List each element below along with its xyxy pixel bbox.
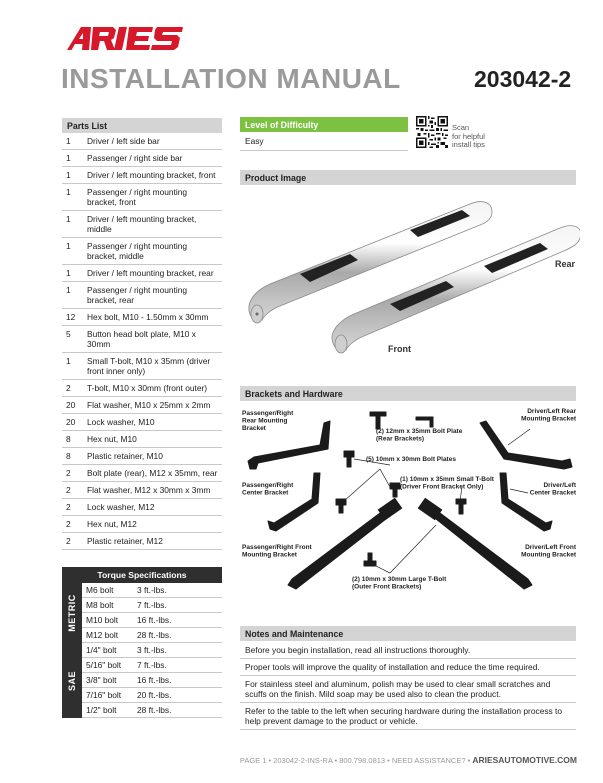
torque-value: 28 ft.-lbs.	[137, 705, 172, 715]
parts-list-row	[62, 482, 222, 499]
bracket-label-bolt-plates-10: (5) 10mm x 30mm Bolt Plates	[366, 456, 456, 463]
torque-group	[62, 583, 222, 643]
torque-bolt: 5/16" bolt	[86, 660, 122, 670]
rear-side-bar	[249, 202, 492, 323]
brackets-diagram	[240, 403, 580, 618]
part-desc: Passenger / right mounting bracket, front	[87, 187, 188, 207]
footer	[150, 755, 577, 765]
notes-heading: Notes and Maintenance	[240, 626, 576, 641]
torque-value: 7 ft.-lbs.	[137, 660, 167, 670]
bracket-label-small-tbolt: (1) 10mm x 35mm Small T-Bolt	[400, 476, 494, 483]
torque-bolt: M8 bolt	[86, 600, 114, 610]
part-desc: Driver / left mounting bracket, front	[87, 170, 216, 180]
part-qty: 1	[66, 187, 71, 197]
bracket-label-bolt-plate: (2) 12mm x 35mm Bolt Plate	[376, 428, 463, 435]
bracket-label-dl-center: Center Bracket	[529, 489, 576, 497]
torque-row	[82, 658, 222, 673]
difficulty-value: Easy	[240, 132, 408, 151]
bracket-label-dl-front: Mounting Bracket	[521, 551, 576, 559]
bracket-label-pr-rear: Rear Mounting	[242, 417, 288, 425]
torque-table	[62, 567, 222, 718]
part-desc: Flat washer, M10 x 25mm x 2mm	[87, 400, 211, 410]
parts-list-row	[62, 353, 222, 380]
bracket-label-pr-rear: Bracket	[242, 425, 266, 432]
torque-value: 3 ft.-lbs.	[137, 645, 167, 655]
parts-list-row	[62, 326, 222, 353]
torque-value: 3 ft.-lbs.	[137, 585, 167, 595]
website-link[interactable]: ARIESAUTOMOTIVE.COM	[472, 755, 577, 765]
parts-list-row	[62, 516, 222, 533]
part-qty: 1	[66, 136, 71, 146]
torque-bolt: M6 bolt	[86, 585, 114, 595]
bracket-label-pr-front: Mounting Bracket	[242, 551, 297, 559]
part-desc: Driver / left mounting bracket, rear	[87, 268, 214, 278]
part-qty: 8	[66, 434, 71, 444]
part-qty: 12	[66, 312, 76, 322]
parts-list-row	[62, 167, 222, 184]
difficulty-box	[240, 117, 408, 151]
torque-bolt: M12 bolt	[86, 630, 119, 640]
parts-list-row	[62, 533, 222, 550]
bracket-label-dl-front: Driver/Left Front	[525, 544, 576, 551]
part-qty: 1	[66, 214, 71, 224]
part-qty: 20	[66, 400, 76, 410]
torque-heading: Torque Specifications	[62, 567, 222, 583]
torque-row	[82, 688, 222, 703]
parts-list-row	[62, 414, 222, 431]
qr-caption	[452, 124, 485, 150]
part-desc: Plastic retainer, M12	[87, 536, 163, 546]
torque-row	[82, 583, 222, 598]
torque-bolt: 1/4" bolt	[86, 645, 117, 655]
torque-row	[82, 613, 222, 628]
part-desc: Lock washer, M12	[87, 502, 155, 512]
part-desc: Driver / left mounting bracket, middle	[87, 214, 197, 234]
torque-bolt: M10 bolt	[86, 615, 119, 625]
torque-row	[82, 598, 222, 613]
qr-caption-line: install tips	[452, 140, 485, 149]
torque-group-label	[62, 583, 82, 643]
part-desc: Plastic retainer, M10	[87, 451, 163, 461]
part-desc: Hex nut, M12	[87, 519, 137, 529]
front-label: Front	[388, 344, 411, 354]
bracket-labels	[242, 408, 577, 591]
part-desc: Passenger / right side bar	[87, 153, 183, 163]
bracket-label-dl-center: Driver/Left	[543, 482, 576, 489]
bracket-label-large-tbolt: (2) 10mm x 30mm Large T-Bolt	[352, 576, 447, 583]
part-qty: 2	[66, 502, 71, 512]
part-desc: Hex bolt, M10 - 1.50mm x 30mm	[87, 312, 209, 322]
part-desc: Driver / left side bar	[87, 136, 160, 146]
product-image-section	[240, 170, 576, 185]
torque-group-label	[62, 643, 82, 718]
parts-list-row	[62, 448, 222, 465]
torque-groups	[62, 583, 222, 718]
parts-list-row	[62, 431, 222, 448]
parts-list	[62, 118, 222, 550]
rear-label: Rear	[555, 259, 576, 269]
bracket-label-pr-front: Passenger/Right Front	[242, 544, 312, 551]
torque-group	[62, 643, 222, 718]
part-desc: Flat washer, M12 x 30mm x 3mm	[87, 485, 211, 495]
parts-list-row	[62, 133, 222, 150]
part-qty: 1	[66, 153, 71, 163]
page-title: INSTALLATION MANUAL	[61, 63, 401, 94]
torque-row	[82, 703, 222, 718]
brackets-section	[240, 386, 576, 401]
torque-value: 20 ft.-lbs.	[137, 690, 172, 700]
part-number: 203042-2	[474, 66, 572, 92]
part-qty: 1	[66, 285, 71, 295]
part-desc: Lock washer, M10	[87, 417, 155, 427]
part-qty: 1	[66, 356, 71, 366]
large-t-bolt	[364, 553, 376, 566]
parts-list-row	[62, 380, 222, 397]
parts-list-row	[62, 397, 222, 414]
product-image	[240, 188, 580, 358]
torque-row	[82, 628, 222, 643]
part-qty: 2	[66, 383, 71, 393]
torque-row	[82, 673, 222, 688]
part-qty: 2	[66, 536, 71, 546]
part-qty: 8	[66, 451, 71, 461]
bracket-label-pr-center: Passenger/Right	[242, 482, 294, 489]
part-desc: Bolt plate (rear), M12 x 35mm, rear	[87, 468, 218, 478]
bracket-label-large-tbolt: (Outer Front Brackets)	[352, 583, 422, 591]
parts-list-row	[62, 465, 222, 482]
part-desc: Hex nut, M10	[87, 434, 137, 444]
footer-text: PAGE 1 • 203042-2-INS-RA • 800.798.0813 • NEED ASSISTANCE? •	[239, 756, 471, 765]
part-qty: 5	[66, 329, 71, 339]
bracket-label-bolt-plate: (Rear Brackets)	[376, 435, 425, 443]
part-desc: Passenger / right mounting bracket, middle	[87, 241, 188, 261]
torque-group-label-text: METRIC	[67, 594, 77, 632]
parts-list-row	[62, 282, 222, 309]
note-item: Proper tools will improve the quality of installation and reduce the time required.	[240, 659, 576, 676]
small-t-bolt	[456, 499, 466, 514]
notes-section	[240, 626, 576, 641]
parts-list-row	[62, 150, 222, 167]
bracket-label-dl-rear: Mounting Bracket	[521, 415, 576, 423]
part-desc: Passenger / right mounting bracket, rear	[87, 285, 188, 305]
part-qty: 1	[66, 170, 71, 180]
note-item: Refer to the table to the left when securing hardware during the installation process to help prevent damage to the product or vehicle.	[240, 703, 576, 730]
parts-list-row	[62, 211, 222, 238]
notes-list	[240, 642, 576, 730]
product-image-heading: Product Image	[240, 170, 576, 185]
part-qty: 1	[66, 268, 71, 278]
qr-caption-line: Scan	[452, 123, 470, 132]
torque-value: 7 ft.-lbs.	[137, 600, 167, 610]
note-item: For stainless steel and aluminum, polish may be used to clear small scratches and scuffs on the finish. Mild soap may be used also to clean the product.	[240, 676, 576, 703]
brackets-heading: Brackets and Hardware	[240, 386, 576, 401]
torque-bolt: 7/16" bolt	[86, 690, 122, 700]
bracket-label-small-tbolt: (Driver Front Bracket Only)	[400, 483, 484, 491]
part-desc: Small T-bolt, M10 x 35mm (driver front inner only)	[87, 356, 211, 376]
part-qty: 20	[66, 417, 76, 427]
bracket-label-pr-rear: Passenger/Right	[242, 410, 294, 417]
parts-list-row	[62, 238, 222, 265]
parts-list-heading: Parts List	[62, 118, 222, 133]
torque-value: 16 ft.-lbs.	[137, 615, 172, 625]
torque-row	[82, 643, 222, 658]
torque-bolt: 3/8" bolt	[86, 675, 117, 685]
parts-list-row	[62, 265, 222, 282]
parts-list-rows	[62, 133, 222, 550]
parts-list-row	[62, 184, 222, 211]
bracket-label-pr-center: Center Bracket	[242, 489, 289, 497]
part-qty: 1	[66, 241, 71, 251]
bracket-label-dl-rear: Driver/Left Rear	[527, 408, 576, 415]
qr-caption-line: for helpful	[452, 131, 485, 141]
part-desc: T-bolt, M10 x 30mm (front outer)	[87, 383, 208, 393]
torque-value: 16 ft.-lbs.	[137, 675, 172, 685]
torque-group-label-text: SAE	[67, 670, 78, 691]
part-desc: Button head bolt plate, M10 x 30mm	[87, 329, 196, 349]
driver-rear-bracket	[480, 421, 572, 469]
aries-logo	[61, 24, 201, 52]
torque-bolt: 1/2" bolt	[86, 705, 117, 715]
part-qty: 2	[66, 519, 71, 529]
bolt-plate-hardware	[370, 412, 433, 429]
difficulty-heading: Level of Difficulty	[240, 117, 408, 132]
part-qty: 2	[66, 468, 71, 478]
parts-list-row	[62, 499, 222, 516]
torque-value: 28 ft.-lbs.	[137, 630, 172, 640]
qr-code-icon	[416, 116, 448, 148]
note-item: Before you begin installation, read all instructions thoroughly.	[240, 642, 576, 659]
parts-list-row	[62, 309, 222, 326]
part-qty: 2	[66, 485, 71, 495]
